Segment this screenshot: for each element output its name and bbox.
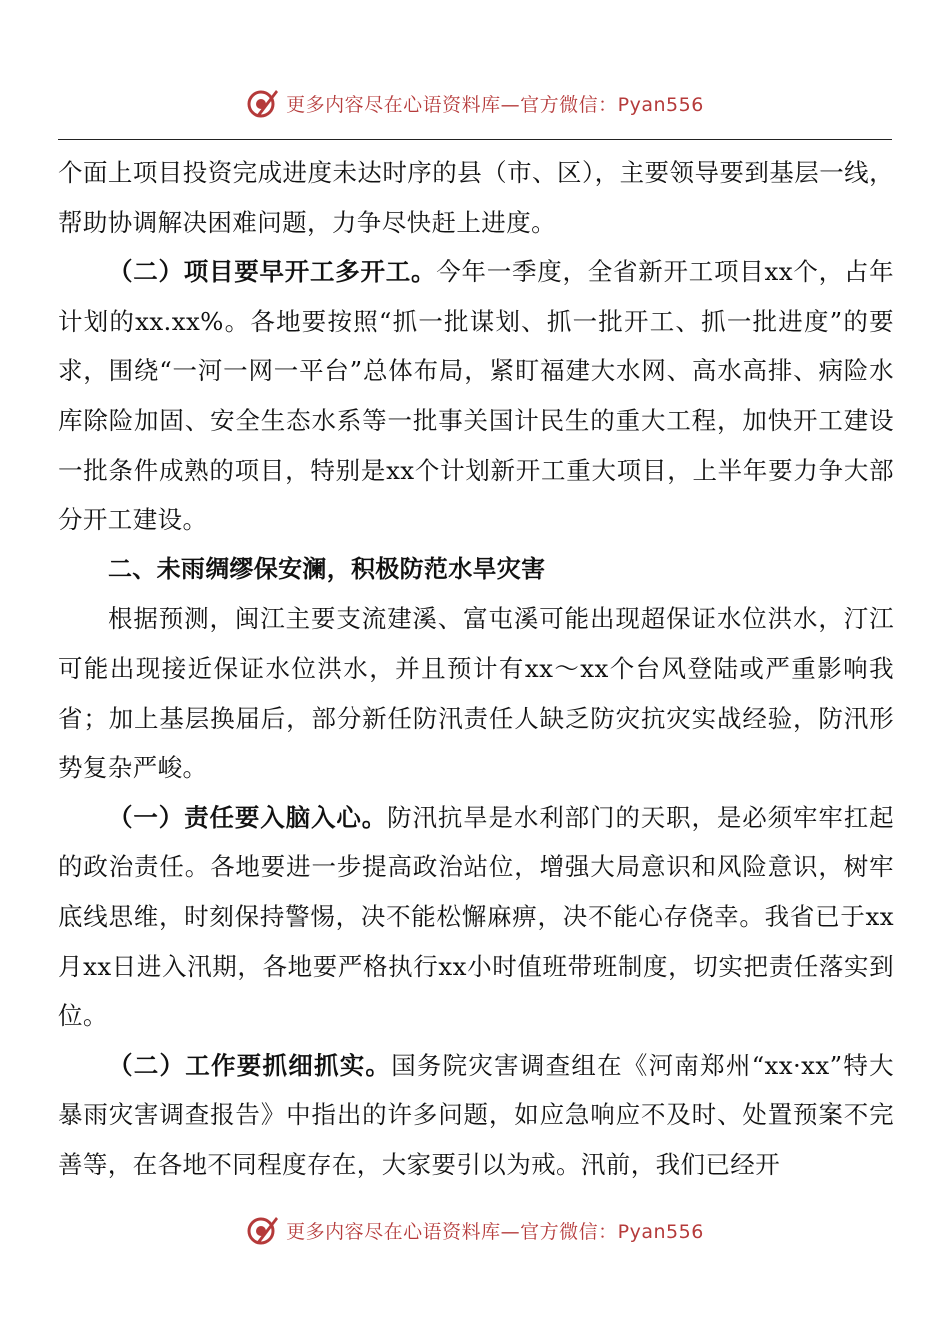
watermark-text: 更多内容尽在心语资料库—官方微信：Pyan556 [286, 93, 704, 116]
header-divider [58, 139, 892, 140]
subheading-2-1: （一）责任要入脑入心。 [108, 802, 388, 832]
subheading-2-2b: （二）工作要抓细抓实。 [108, 1050, 392, 1080]
paragraph-5 [58, 1041, 894, 1190]
pen-circle-logo-icon [246, 1213, 280, 1247]
watermark-banner-top [0, 83, 950, 123]
section-heading-2: 二、未雨绸缪保安澜，积极防范水旱灾害 [108, 554, 546, 583]
paragraph-2 [58, 247, 894, 545]
paragraph-2-text: 今年一季度，全省新开工项目xx个，占年计划的xx.xx%。各地要按照“抓一批谋划、抓一批开工、抓一批进度”的要求，围绕“一河一网一平台”总体布局，紧盯福建大水网、高水高排、病险水库除险加固、安全生态水系等一批事关国计民生的重大工程，加快开工建设一批条件成熟的项目，特别是xx个计划新开工重大项目，上半年要力争大部分开工建设。 [58, 257, 894, 535]
subheading-2-2: （二）项目要早开工多开工。 [108, 257, 437, 287]
document-body [58, 148, 894, 1189]
paragraph-4 [58, 793, 894, 1041]
paragraph-1: 个面上项目投资完成进度未达时序的县（市、区），主要领导要到基层一线，帮助协调解决困难问题，力争尽快赶上进度。 [58, 158, 894, 237]
pen-circle-logo-icon [246, 86, 280, 120]
paragraph-5-text: 国务院灾害调查组在《河南郑州“xx·xx”特大暴雨灾害调查报告》中指出的许多问题，如应急响应不及时、处置预案不完善等，在各地不同程度存在，大家要引以为戒。汛前，我们已经开 [58, 1050, 894, 1179]
watermark-banner-bottom [0, 1210, 950, 1250]
watermark-text: 更多内容尽在心语资料库—官方微信：Pyan556 [286, 1220, 704, 1243]
paragraph-4-text: 防汛抗旱是水利部门的天职，是必须牢牢扛起的政治责任。各地要进一步提高政治站位，增强大局意识和风险意识，树牢底线思维，时刻保持警惕，决不能松懈麻痹，决不能心存侥幸。我省已于xx月xx日进入汛期，各地要严格执行xx小时值班带班制度，切实把责任落实到位。 [58, 802, 895, 1031]
paragraph-3: 根据预测，闽江主要支流建溪、富屯溪可能出现超保证水位洪水，汀江可能出现接近保证水位洪水，并且预计有xx～xx个台风登陆或严重影响我省；加上基层换届后，部分新任防汛责任人缺乏防灾抗灾实战经验，防汛形势复杂严峻。 [58, 604, 894, 783]
